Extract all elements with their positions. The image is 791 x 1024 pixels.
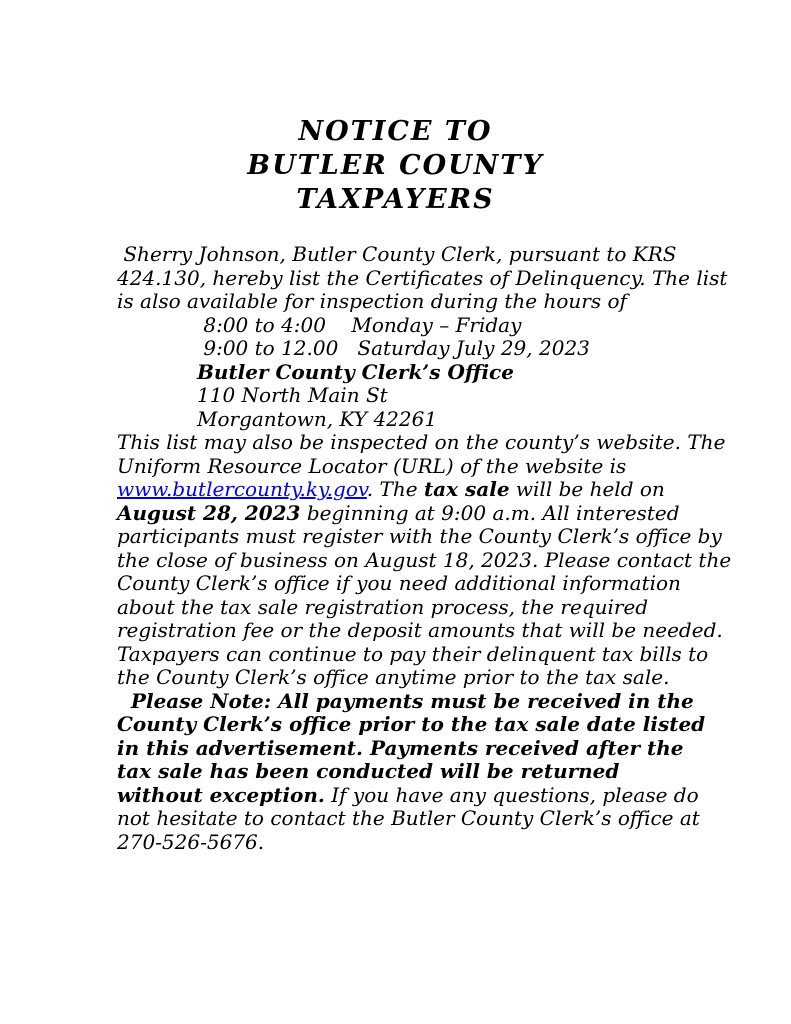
text: Uniform Resource Locator (URL) of the website is (117, 453, 627, 478)
text: not hesitate to contact the Butler County Clerk’s office at (117, 806, 700, 830)
website-link[interactable]: www.butlercounty.ky.gov (117, 477, 367, 501)
title-line: BUTLER COUNTY (247, 150, 544, 181)
body-line (117, 384, 737, 408)
title-line: NOTICE TO (298, 116, 493, 147)
body-line (117, 760, 737, 784)
text: This list may also be inspected on the county’s website. The (117, 430, 726, 454)
body-line (117, 807, 737, 831)
text: County Clerk’s office if you need additional information (117, 571, 681, 595)
body-line (117, 408, 737, 432)
text: 9:00 to 12.00 Saturday July 29, 2023 (197, 336, 590, 360)
body-line (117, 737, 737, 761)
bold-text: in this advertisement. Payments received after the (117, 735, 684, 760)
body-line (117, 690, 737, 714)
text: the County Clerk’s office anytime prior to the tax sale. (117, 665, 670, 689)
text: Sherry Johnson, Butler County Clerk, pursuant to KRS (117, 242, 677, 266)
body-line (117, 596, 737, 620)
body-line (117, 784, 737, 808)
text: 270-526-5676. (117, 829, 265, 854)
body-line (117, 643, 737, 667)
text: will be held on (509, 477, 665, 501)
bold-text: Butler County Clerk’s Office (197, 359, 514, 384)
body-line (117, 525, 737, 549)
body-line (117, 549, 737, 573)
body-line (117, 337, 737, 361)
body-line (117, 290, 737, 314)
title-line: TAXPAYERS (296, 184, 495, 215)
body-line (117, 713, 737, 737)
body-line (117, 831, 737, 855)
body-line (117, 314, 737, 338)
bold-text: County Clerk’s office prior to the tax sale date listed (117, 712, 706, 736)
text: Taxpayers can continue to pay their delinquent tax bills to (117, 641, 709, 666)
text: 8:00 to 4:00 Monday – Friday (197, 312, 522, 337)
text: is also available for inspection during the hours of (117, 289, 627, 313)
body-line (117, 361, 737, 385)
bold-text: without exception. (117, 782, 325, 807)
body-line (117, 502, 737, 526)
page-title (0, 115, 791, 217)
text: beginning at 9:00 a.m. All interested (300, 500, 680, 525)
text: If you have any questions, please do (324, 782, 699, 807)
text: about the tax sale registration process, the required (117, 594, 649, 619)
body-line (117, 243, 737, 267)
body-line (117, 431, 737, 455)
bold-text: August 28, 2023 (117, 500, 301, 525)
text: 110 North Main St (197, 383, 388, 407)
body-line (117, 619, 737, 643)
text: registration fee or the deposit amounts that will be needed. (117, 618, 723, 642)
text: . The (366, 477, 424, 501)
bold-text: tax sale has been conducted will be returned (117, 759, 620, 783)
body-line (117, 666, 737, 690)
notice-body (117, 243, 737, 854)
text: 424.130, hereby list the Certificates of Delinquency. The list (117, 265, 728, 290)
body-line (117, 572, 737, 596)
bold-text: tax sale (423, 477, 510, 501)
text: the close of business on August 18, 2023. Please contact the (117, 547, 732, 572)
bold-text: Please Note: All payments must be received in the (117, 688, 694, 713)
text: Morgantown, KY 42261 (197, 406, 438, 431)
body-line (117, 478, 737, 502)
text: participants must register with the County Clerk’s office by (117, 524, 722, 548)
body-line (117, 455, 737, 479)
body-line (117, 267, 737, 291)
